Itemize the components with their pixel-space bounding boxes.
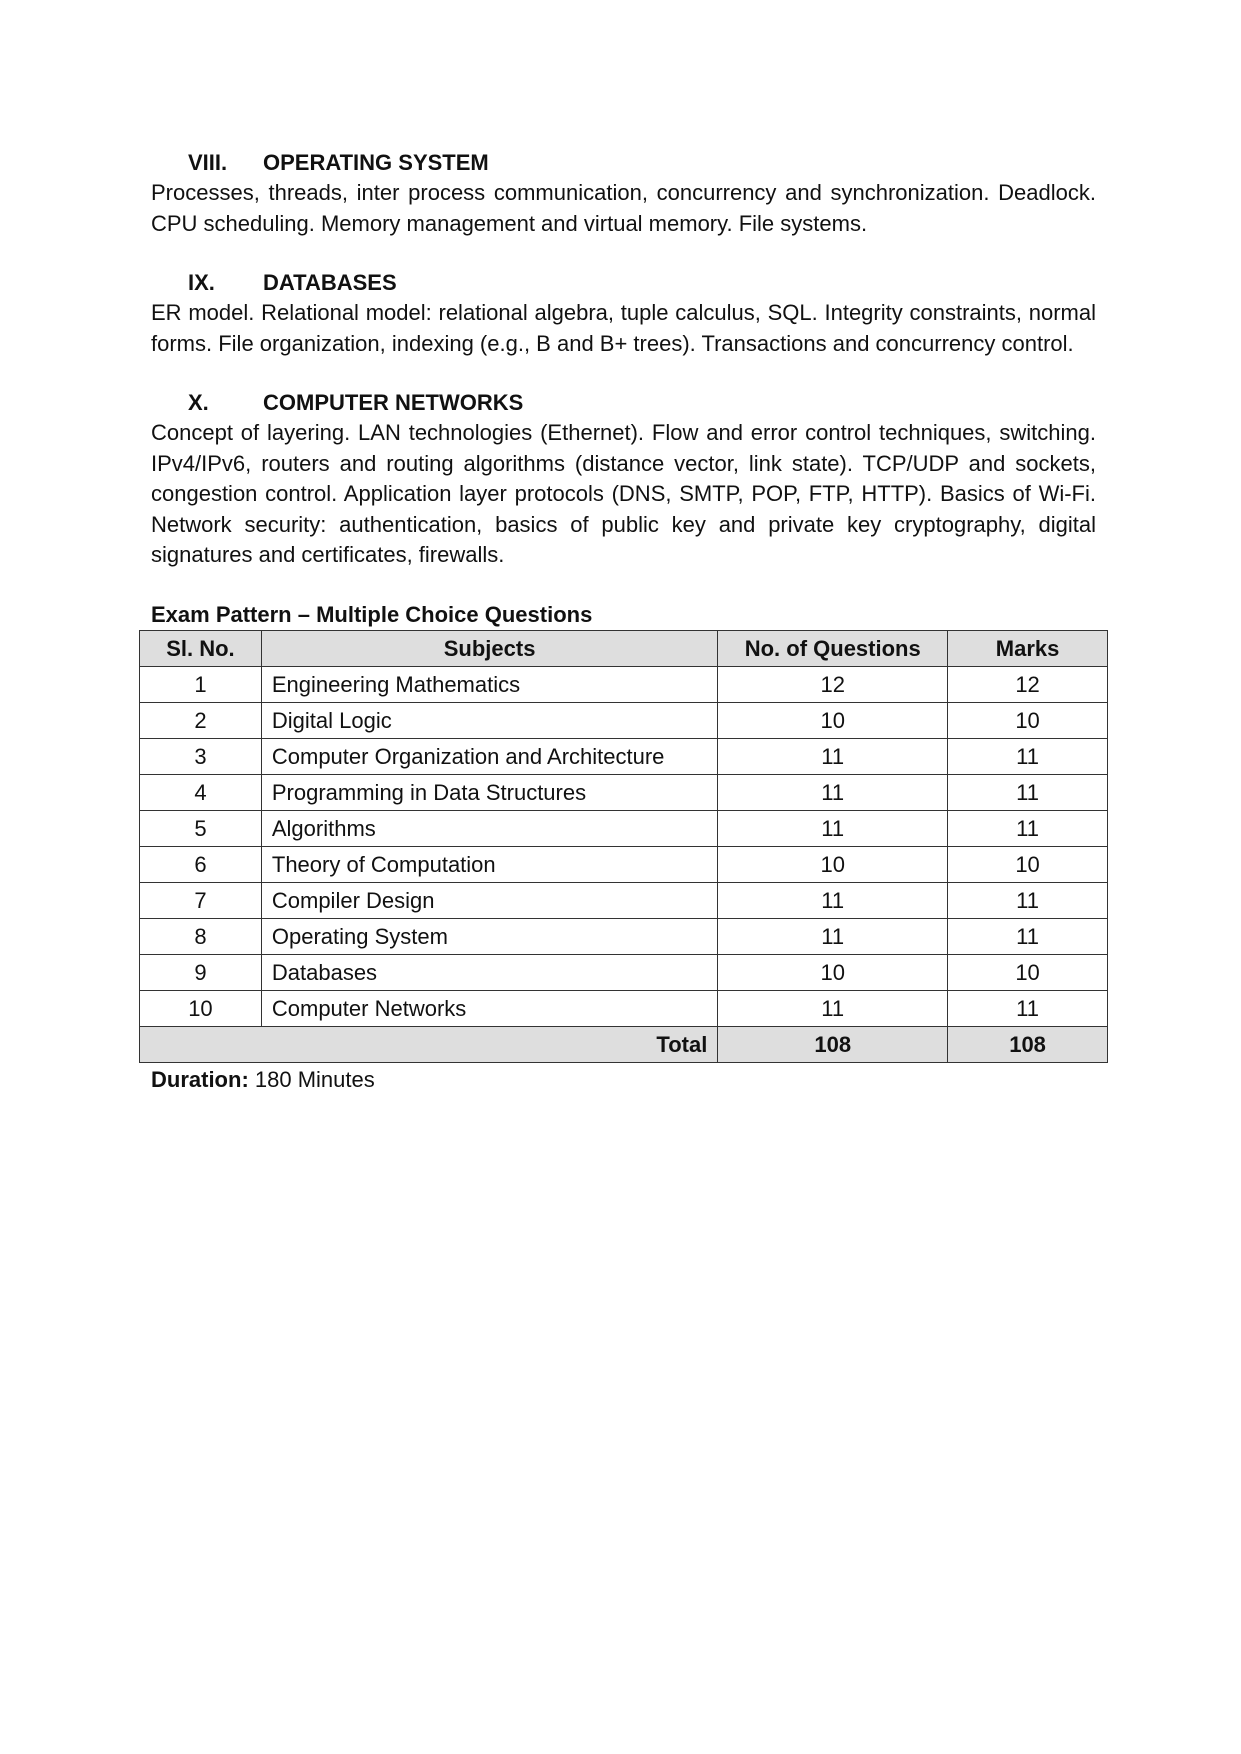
table-row	[140, 702, 1108, 738]
table-row	[140, 666, 1108, 702]
section-title: COMPUTER NETWORKS	[263, 390, 524, 415]
table-header-row	[140, 630, 1108, 666]
table-row	[140, 810, 1108, 846]
duration-line	[151, 1065, 1096, 1095]
cell-subject: Theory of Computation	[261, 846, 717, 882]
cell-marks: 11	[948, 882, 1108, 918]
table-row	[140, 882, 1108, 918]
section-title: OPERATING SYSTEM	[263, 150, 489, 175]
cell-subject: Programming in Data Structures	[261, 774, 717, 810]
header-marks: Marks	[948, 630, 1108, 666]
section-heading	[151, 148, 1096, 178]
cell-sl-no: 7	[140, 882, 262, 918]
header-sl-no: Sl. No.	[140, 630, 262, 666]
cell-marks: 10	[948, 702, 1108, 738]
section-title: DATABASES	[263, 270, 397, 295]
cell-subject: Databases	[261, 954, 717, 990]
cell-marks: 11	[948, 918, 1108, 954]
cell-marks: 12	[948, 666, 1108, 702]
cell-subject: Computer Networks	[261, 990, 717, 1026]
cell-subject: Computer Organization and Architecture	[261, 738, 717, 774]
cell-sl-no: 1	[140, 666, 262, 702]
table-row	[140, 774, 1108, 810]
exam-pattern-caption: Exam Pattern – Multiple Choice Questions	[151, 601, 593, 627]
cell-sl-no: 2	[140, 702, 262, 738]
cell-questions: 10	[718, 702, 948, 738]
cell-subject: Digital Logic	[261, 702, 717, 738]
table-row	[140, 738, 1108, 774]
cell-marks: 10	[948, 846, 1108, 882]
cell-subject: Operating System	[261, 918, 717, 954]
cell-sl-no: 9	[140, 954, 262, 990]
header-no-of-questions: No. of Questions	[718, 630, 948, 666]
cell-subject: Compiler Design	[261, 882, 717, 918]
cell-questions: 12	[718, 666, 948, 702]
section-body: ER model. Relational model: relational algebra, tuple calculus, SQL. Integrity constraints, normal forms. File organization, indexing (e.g., B and B+ trees). Transactions and concurrency control.	[151, 300, 1096, 356]
section-number: VIII.	[188, 150, 228, 175]
total-questions: 108	[718, 1026, 948, 1062]
cell-sl-no: 10	[140, 990, 262, 1026]
table-row	[140, 954, 1108, 990]
cell-marks: 11	[948, 738, 1108, 774]
section-body: Processes, threads, inter process communication, concurrency and synchronization. Deadlock. CPU scheduling. Memory management and virtual memory. File systems.	[151, 180, 1096, 236]
cell-questions: 11	[718, 882, 948, 918]
header-subjects: Subjects	[261, 630, 717, 666]
duration-value: 180 Minutes	[254, 1066, 375, 1092]
cell-sl-no: 8	[140, 918, 262, 954]
total-label: Total	[140, 1026, 718, 1062]
section-number: X.	[188, 390, 209, 415]
table-row	[140, 990, 1108, 1026]
section-computer-networks	[151, 388, 1096, 571]
syllabus-page	[151, 148, 1096, 1095]
cell-questions: 10	[718, 954, 948, 990]
cell-sl-no: 5	[140, 810, 262, 846]
total-marks: 108	[948, 1026, 1108, 1062]
section-heading	[151, 268, 1096, 298]
cell-questions: 11	[718, 918, 948, 954]
cell-subject: Engineering Mathematics	[261, 666, 717, 702]
cell-marks: 11	[948, 990, 1108, 1026]
section-body: Concept of layering. LAN technologies (Ethernet). Flow and error control techniques, switching. IPv4/IPv6, routers and routing algorithms (distance vector, link state). TCP/UDP and sockets, congestion control. Application layer protocols (DNS, SMTP, POP, FTP, HTTP). Basics of Wi-Fi. Network security: authentication, basics of public key and private key cryptography, digital signatures and certificates, firewalls.	[151, 420, 1096, 567]
table-total-row	[140, 1026, 1108, 1062]
cell-questions: 11	[718, 774, 948, 810]
section-heading	[151, 388, 1096, 418]
section-number: IX.	[188, 270, 215, 295]
cell-questions: 11	[718, 990, 948, 1026]
table-row	[140, 846, 1108, 882]
cell-questions: 11	[718, 810, 948, 846]
cell-marks: 11	[948, 810, 1108, 846]
section-operating-system	[151, 148, 1096, 239]
cell-subject: Algorithms	[261, 810, 717, 846]
exam-pattern-table	[139, 630, 1108, 1063]
section-databases	[151, 268, 1096, 359]
cell-sl-no: 3	[140, 738, 262, 774]
cell-marks: 11	[948, 774, 1108, 810]
cell-questions: 10	[718, 846, 948, 882]
cell-sl-no: 4	[140, 774, 262, 810]
cell-sl-no: 6	[140, 846, 262, 882]
cell-marks: 10	[948, 954, 1108, 990]
duration-label: Duration:	[151, 1066, 249, 1092]
cell-questions: 11	[718, 738, 948, 774]
table-row	[140, 918, 1108, 954]
